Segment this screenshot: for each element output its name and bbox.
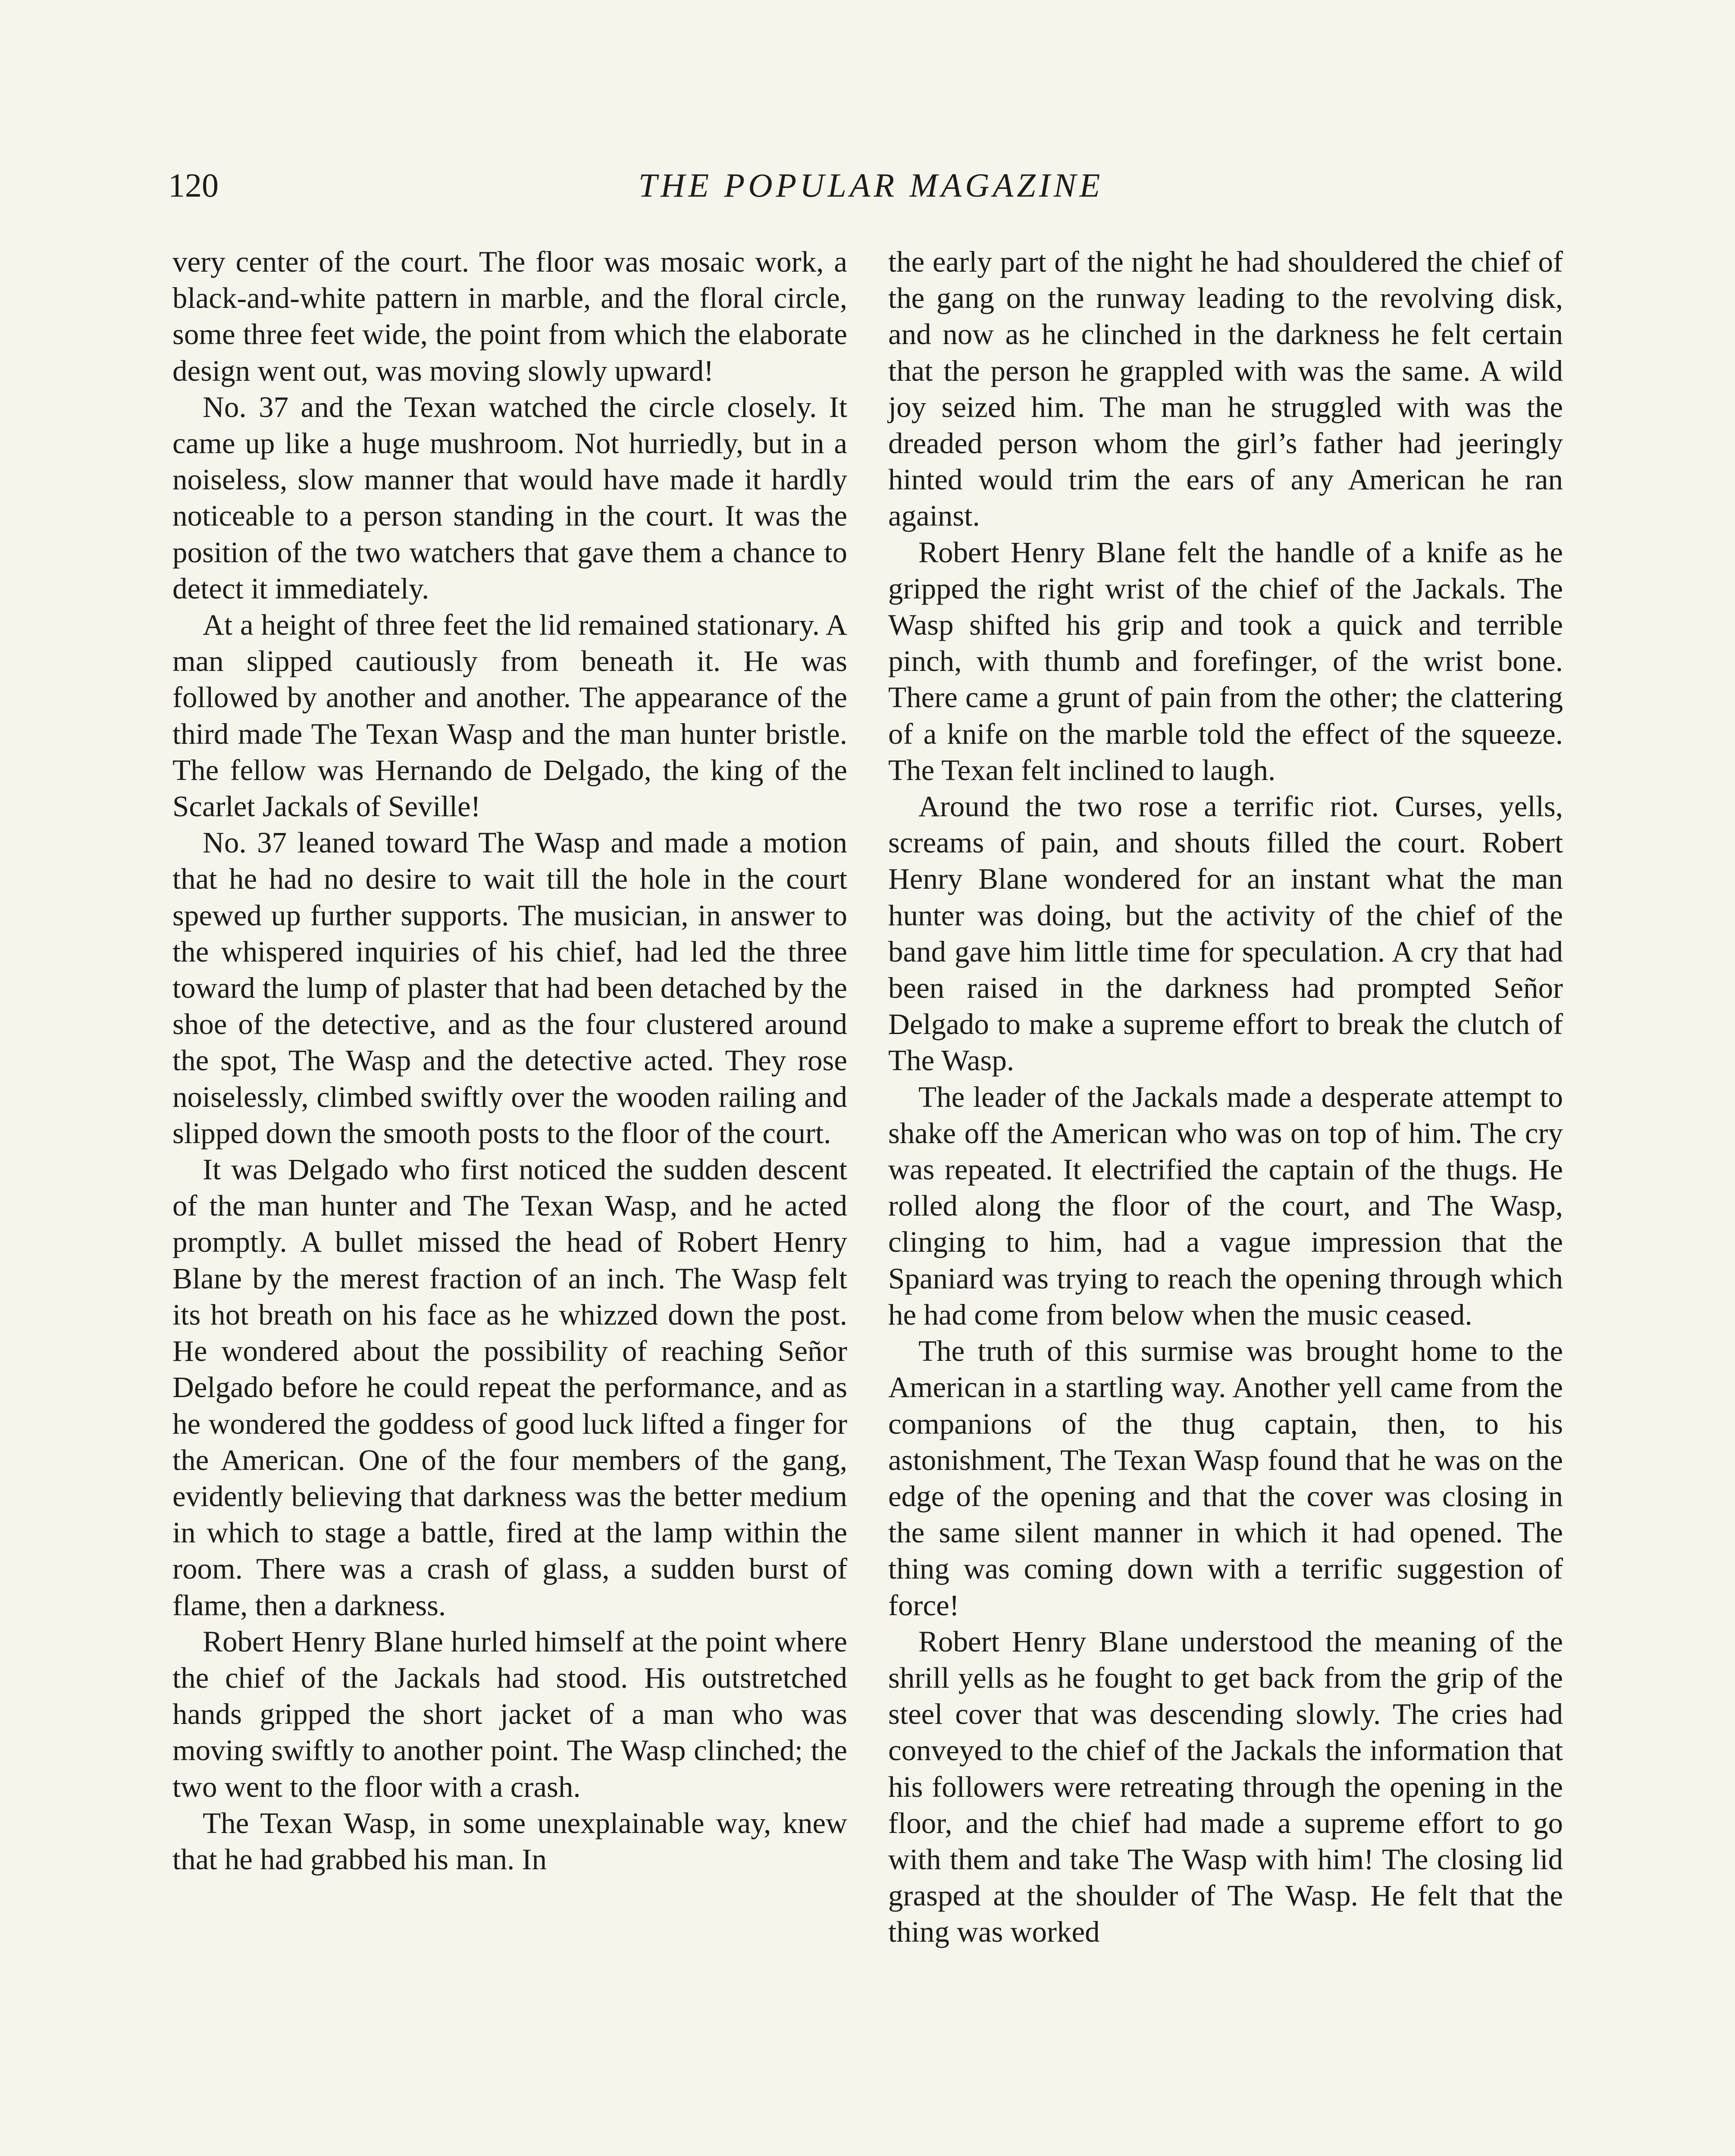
page-header (168, 164, 1574, 216)
paragraph: It was Delgado who first noticed the sudden descent of the man hunter and The Texan Wasp, and he acted promptly. A bullet missed the head of Robert Henry Blane by the merest fraction of an inch. The Wasp felt its hot breath on his face as he whizzed down the post. He wondered about the possibility of reaching Señor Delgado before he could repeat the performance, and as he wondered the goddess of good luck lifted a finger for the American. One of the four members of the gang, evidently believing that darkness was the better medium in which to stage a battle, fired at the lamp within the room. There was a crash of glass, a sudden burst of flame, then a darkness. (172, 1153, 847, 1622)
paragraph: The Texan Wasp, in some unexplainable way, knew that he had grabbed his man. In (172, 1806, 847, 1876)
paragraph: Robert Henry Blane hurled himself at the point where the chief of the Jackals had stood. His outstretched hands gripped the short jacket of a man who was moving swiftly to another point. The Wasp clinched; the two went to the floor with a crash. (172, 1625, 847, 1803)
paragraph: very center of the court. The floor was mosaic work, a black-and-white pattern in marble, and the floral circle, some three feet wide, the point from which the elaborate design went out, was moving slowly upward! (172, 245, 847, 387)
running-title: THE POPULAR MAGAZINE (638, 166, 1104, 204)
paragraph: the early part of the night he had shouldered the chief of the gang on the runway leading to the revolving disk, and now as he clinched in the darkness he felt certain that the person he grappled with was the same. A wild joy seized him. The man he struggled with was the dreaded person whom the girl’s father had jeeringly hinted would trim the ears of any American he ran against. (888, 245, 1563, 533)
paragraph: Robert Henry Blane understood the meaning of the shrill yells as he fought to get back from the grip of the steel cover that was descending slowly. The cries had conveyed to the chief of the Jackals the information that his followers were retreating through the opening in the floor, and the chief had made a supreme effort to go with them and take The Wasp with him! The closing lid grasped at the shoulder of The Wasp. He felt that the thing was worked (888, 1625, 1563, 1949)
paragraph: Around the two rose a terrific riot. Curses, yells, screams of pain, and shouts filled the court. Robert Henry Blane wondered for an instant what the man hunter was doing, but the activity of the chief of the band gave him little time for speculation. A cry that had been raised in the darkness had prompted Señor Delgado to make a supreme effort to break the clutch of The Wasp. (888, 790, 1563, 1077)
paragraph: The leader of the Jackals made a desperate attempt to shake off the American who was on top of him. The cry was repeated. It electrified the captain of the thugs. He rolled along the floor of the court, and The Wasp, clinging to him, had a vague impression that the Spaniard was trying to reach the opening through which he had come from below when the music ceased. (888, 1080, 1563, 1331)
paragraph: No. 37 leaned toward The Wasp and made a motion that he had no desire to wait till the hole in the court spewed up further supports. The musician, in answer to the whispered inquiries of his chief, had led the three toward the lump of plaster that had been detached by the shoe of the detective, and as the four clustered around the spot, The Wasp and the detective acted. They rose noiselessly, climbed swiftly over the wooden railing and slipped down the smooth posts to the floor of the court. (172, 826, 847, 1150)
left-column (172, 244, 847, 1877)
right-column (888, 244, 1563, 1950)
page-number: 120 (168, 166, 219, 204)
paragraph: At a height of three feet the lid remained stationary. A man slipped cautiously from beneath it. He was followed by another and another. The appearance of the third made The Texan Wasp and the man hunter bristle. The fellow was Hernando de Delgado, the king of the Scarlet Jackals of Seville! (172, 608, 847, 823)
paragraph: Robert Henry Blane felt the handle of a knife as he gripped the right wrist of the chief of the Jackals. The Wasp shifted his grip and took a quick and terrible pinch, with thumb and forefinger, of the wrist bone. There came a grunt of pain from the other; the clattering of a knife on the marble told the effect of the squeeze. The Texan felt inclined to laugh. (888, 536, 1563, 787)
paragraph: No. 37 and the Texan watched the circle closely. It came up like a huge mushroom. Not hurriedly, but in a noiseless, slow manner that would have made it hardly noticeable to a person standing in the court. It was the position of the two watchers that gave them a chance to detect it immediately. (172, 390, 847, 605)
paragraph: The truth of this surmise was brought home to the American in a startling way. Another yell came from the companions of the thug captain, then, to his astonishment, The Texan Wasp found that he was on the edge of the opening and that the cover was closing in the same silent manner in which it had opened. The thing was coming down with a terrific suggestion of force! (888, 1335, 1563, 1622)
